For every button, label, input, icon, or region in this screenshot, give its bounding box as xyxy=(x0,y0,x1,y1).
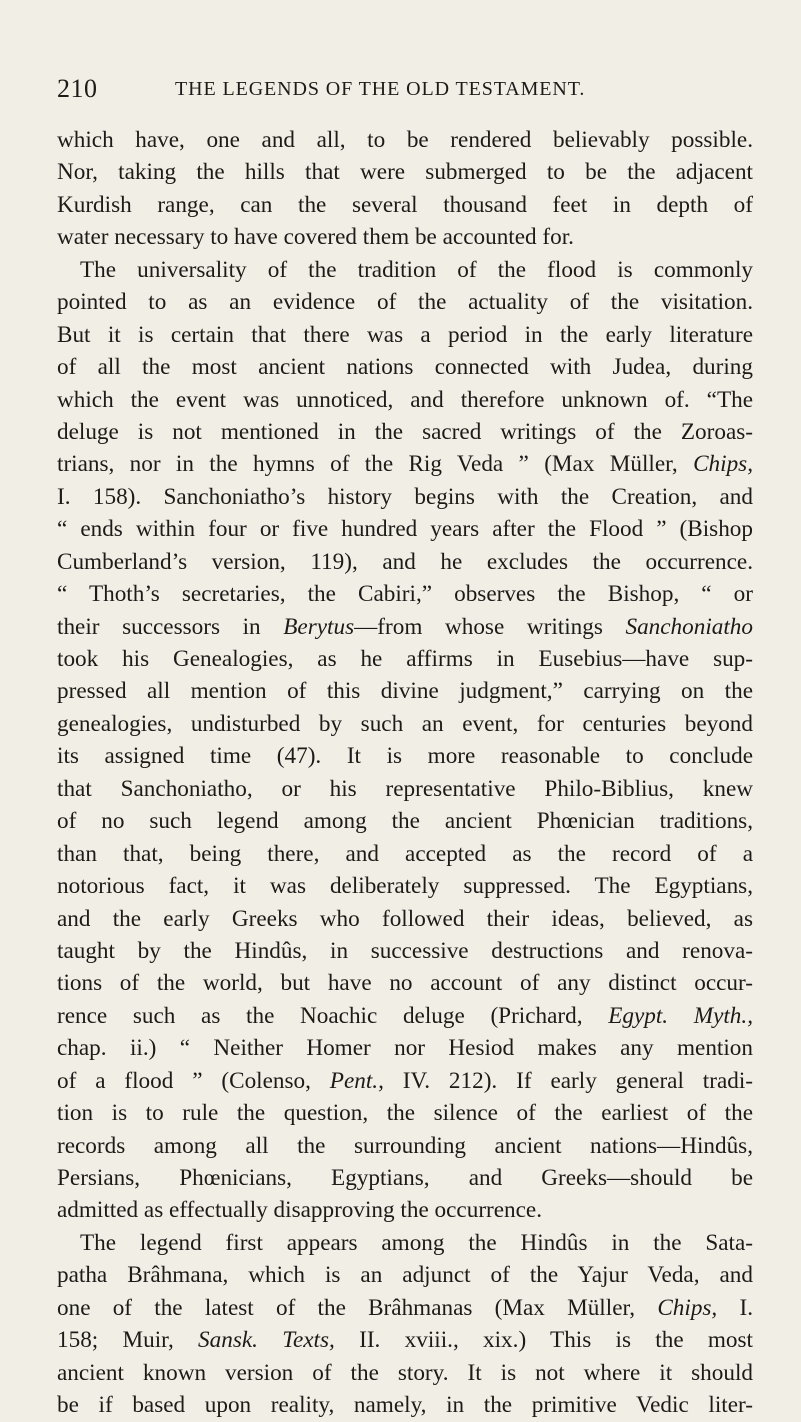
text-segment: “ ends within four or five hundred years after the Flood ” (Bishop xyxy=(57,516,753,543)
text-line xyxy=(57,286,753,318)
text-line xyxy=(57,189,753,221)
text-line xyxy=(57,1227,753,1259)
text-segment: “ Thoth’s secretaries, the Cabiri,” observes the Bishop, “ or xyxy=(57,581,753,608)
text-line xyxy=(57,221,753,253)
text-segment: of a flood ” (Colenso, xyxy=(57,1067,330,1094)
text-segment: admitted as effectually disapproving the occurrence. xyxy=(57,1197,543,1224)
text-line xyxy=(57,578,753,610)
text-line xyxy=(57,1389,753,1421)
text-line xyxy=(57,870,753,902)
italic-text: Pent., xyxy=(329,1067,384,1094)
italic-text: Egypt. Myth., xyxy=(608,1002,753,1029)
text-line xyxy=(57,643,753,675)
text-line xyxy=(57,448,753,480)
text-line xyxy=(57,1324,753,1356)
text-segment: genealogies, undisturbed by such an event, for centuries beyond xyxy=(57,710,753,737)
text-segment: and the early Greeks who followed their ideas, believed, as xyxy=(57,905,753,932)
text-line xyxy=(57,675,753,707)
text-line xyxy=(57,1000,753,1032)
text-segment: water necessary to have covered them be accounted for. xyxy=(57,224,574,251)
text-segment: The legend first appears among the Hindûs in the Sata- xyxy=(80,1229,753,1256)
text-segment: I. xyxy=(717,1294,753,1321)
text-segment: pressed all mention of this divine judgment,” carrying on the xyxy=(57,678,753,705)
text-segment: notorious fact, it was deliberately suppressed. The Egyptians, xyxy=(57,873,753,900)
text-segment: be if based upon reality, namely, in the primitive Vedic liter- xyxy=(57,1392,753,1419)
text-segment: Persians, Phœnicians, Egyptians, and Greeks—should be xyxy=(57,1165,753,1191)
text-line xyxy=(57,1130,753,1162)
text-segment: its assigned time (47). It is more reasonable to conclude xyxy=(57,743,753,770)
text-segment: Cumberland’s version, 119), and he excludes the occurrence. xyxy=(57,548,753,575)
text-segment: that Sanchoniatho, or his representative Philo-Biblius, knew xyxy=(57,775,753,802)
text-line xyxy=(57,416,753,448)
text-line xyxy=(57,611,753,643)
text-line xyxy=(57,1194,753,1226)
body-text xyxy=(57,124,753,1422)
text-segment: Nor, taking the hills that were submerged to be the adjacent xyxy=(57,159,753,186)
text-line xyxy=(57,967,753,999)
text-line xyxy=(57,1097,753,1129)
text-line xyxy=(57,513,753,545)
text-segment: one of the latest of the Brâhmanas (Max Müller, xyxy=(57,1294,658,1321)
text-line xyxy=(57,481,753,513)
text-segment: of all the most ancient nations connected with Judea, during xyxy=(57,354,753,381)
italic-text: Sansk. Texts, xyxy=(198,1327,335,1354)
text-line xyxy=(57,805,753,837)
text-segment: IV. 212). If early general tradi- xyxy=(383,1067,753,1094)
text-line xyxy=(57,740,753,772)
text-line xyxy=(57,773,753,805)
text-line xyxy=(57,254,753,286)
italic-text: Sanchoniatho xyxy=(625,613,753,640)
text-line xyxy=(57,124,753,156)
text-segment: tions of the world, but have no account of any distinct occur- xyxy=(57,970,753,997)
text-line xyxy=(57,903,753,935)
text-segment: chap. ii.) “ Neither Homer nor Hesiod makes any mention xyxy=(57,1035,753,1062)
text-segment: took his Genealogies, as he affirms in Eusebius—have sup- xyxy=(57,646,753,672)
text-segment: The universality of the tradition of the flood is commonly xyxy=(80,256,753,283)
italic-text: Berytus xyxy=(283,613,355,640)
text-segment: their successors in xyxy=(57,613,284,640)
text-segment: II. xviii., xix.) This is the most xyxy=(334,1327,753,1354)
text-segment: which the event was unnoticed, and therefore unknown of. “The xyxy=(57,386,753,413)
text-segment: tion is to rule the question, the silence of the earliest of the xyxy=(57,1100,753,1127)
text-segment: which have, one and all, to be rendered believably possible. xyxy=(57,127,753,153)
text-line xyxy=(57,319,753,351)
text-line xyxy=(57,708,753,740)
text-segment: 158; Muir, xyxy=(57,1327,199,1354)
text-line xyxy=(57,384,753,416)
text-segment: patha Brâhmana, which is an adjunct of the Yajur Veda, and xyxy=(57,1262,753,1289)
text-segment: records among all the surrounding ancient nations—Hindûs, xyxy=(57,1132,753,1159)
page-header xyxy=(57,74,747,110)
text-line xyxy=(57,935,753,967)
text-segment: —from whose writings xyxy=(354,613,626,640)
text-segment: pointed to as an evidence of the actuality of the visitation. xyxy=(57,289,753,316)
text-segment: But it is certain that there was a period in the early literature xyxy=(57,321,753,348)
italic-text: Chips, xyxy=(657,1294,718,1321)
text-segment: trians, nor in the hymns of the Rig Veda ” (Max Müller, xyxy=(57,451,694,478)
text-segment: taught by the Hindûs, in successive destructions and renova- xyxy=(57,937,753,964)
text-line xyxy=(57,838,753,870)
text-segment: than that, being there, and accepted as the record of a xyxy=(57,840,753,867)
running-title: THE LEGENDS OF THE OLD TESTAMENT. xyxy=(175,78,586,100)
text-segment: ancient known version of the story. It is not where it should xyxy=(57,1359,753,1386)
text-line xyxy=(57,1032,753,1064)
text-segment: of no such legend among the ancient Phœnician traditions, xyxy=(57,808,753,835)
text-line xyxy=(57,1065,753,1097)
text-line xyxy=(57,156,753,188)
text-line xyxy=(57,1162,753,1194)
text-line xyxy=(57,351,753,383)
italic-text: Chips, xyxy=(693,451,753,478)
text-line xyxy=(57,546,753,578)
page-number: 210 xyxy=(57,74,98,103)
text-segment: I. 158). Sanchoniatho’s history begins with the Creation, and xyxy=(57,483,753,510)
text-line xyxy=(57,1357,753,1389)
text-segment: rence such as the Noachic deluge (Prichard, xyxy=(57,1002,609,1029)
text-segment: Kurdish range, can the several thousand feet in depth of xyxy=(57,191,753,218)
text-line xyxy=(57,1292,753,1324)
text-line xyxy=(57,1259,753,1291)
text-segment: deluge is not mentioned in the sacred writings of the Zoroas- xyxy=(57,418,753,445)
